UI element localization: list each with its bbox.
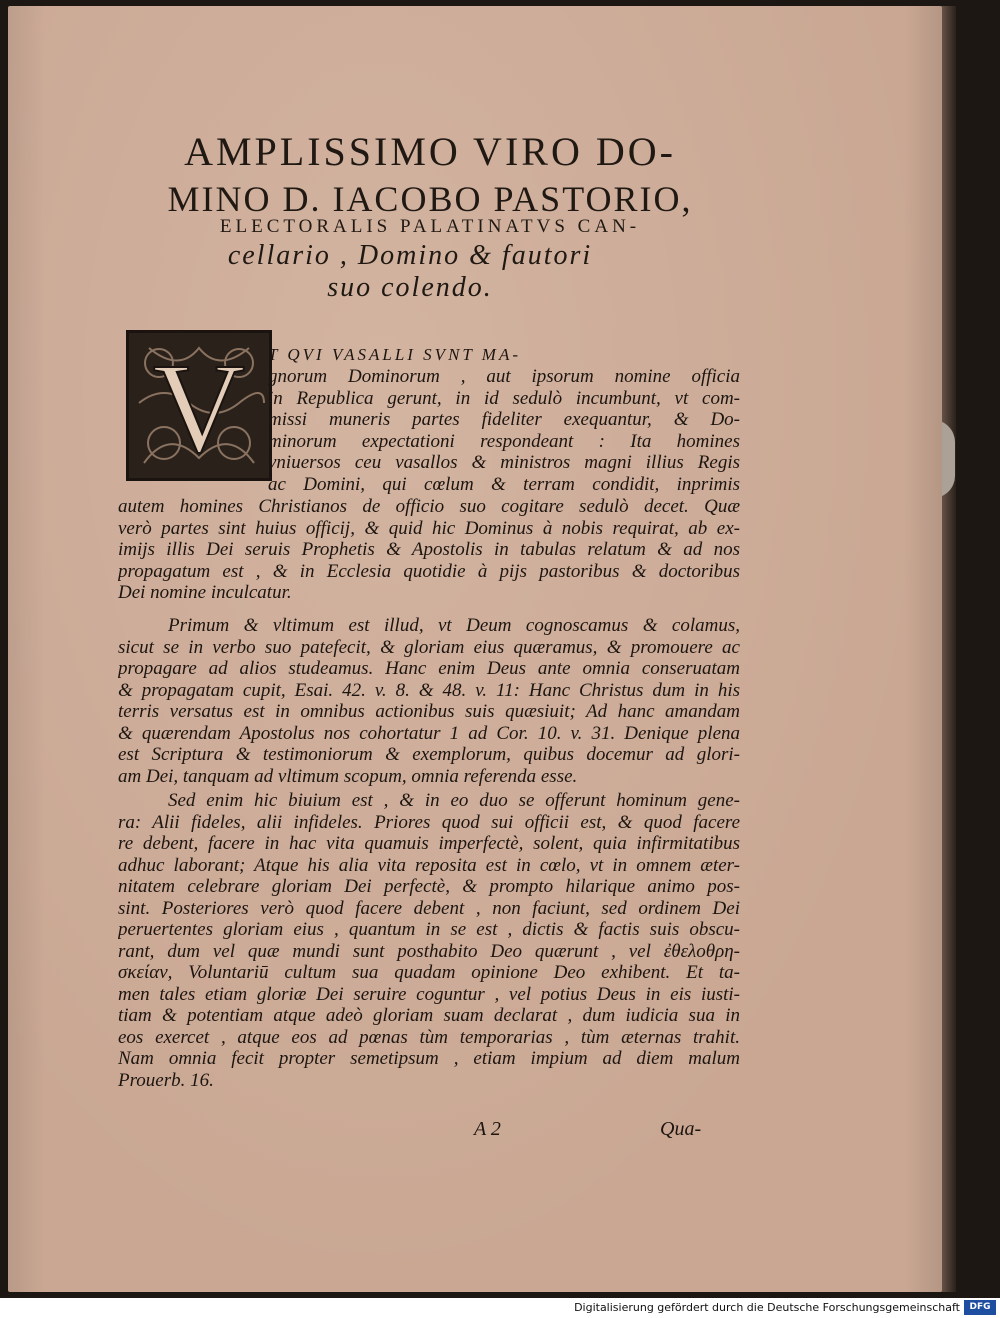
- text-line: imijs illis Dei seruis Prophetis & Apostolis in tabulas relatum & ad nos: [118, 539, 740, 560]
- text-line: ac Domini, qui cœlum & terram condidit, inprimis: [268, 473, 740, 495]
- text-line: tiam & potentiam atque adeò gloriam suam declarat , dum iudicia sua in: [118, 1005, 740, 1026]
- dfg-logo: DFG: [964, 1300, 996, 1315]
- first-line: T QVI VASALLI SVNT MA-: [268, 345, 522, 364]
- ornament-icon: [129, 333, 269, 478]
- title-line-3: ELECTORALIS PALATINATVS CAN-: [219, 216, 641, 237]
- catchword: Qua-: [660, 1118, 702, 1140]
- text-line: propagatum est , & in Ecclesia quotidie à pijs pastoribus & doctoribus: [118, 560, 740, 582]
- decorated-initial: [126, 330, 272, 481]
- text-line: est Scriptura & testimoniorum & exemplorum, quibus docemur ad glori-: [118, 744, 740, 765]
- text-line: Nam omnia fecit propter semetipsum , etiam impium ad diem malum: [118, 1048, 740, 1069]
- text-line: missi muneris partes fideliter exequantur, & Do-: [268, 409, 740, 430]
- text-line: Prouerb. 16.: [118, 1069, 214, 1091]
- text-line: nitatem celebrare gloriam Dei perfectè, & prompto hilarique animo pos-: [118, 876, 740, 897]
- text-line: gnorum Dominorum , aut ipsorum nomine officia: [268, 366, 740, 387]
- text-line: terris versatus est in omnibus actionibus suis quæsiuit; Ad hanc amandam: [118, 701, 740, 722]
- text-line: σκείαν, Voluntariū cultum sua quadam opinione Deo exhibent. Et ta-: [118, 962, 740, 983]
- signature-mark: A 2: [474, 1118, 501, 1140]
- text-line: propagare ad alios studeamus. Hanc enim Deus ante omnia conseruatam: [118, 658, 740, 679]
- paragraph-1-continued: [118, 496, 740, 604]
- text-line: adhuc laborant; Atque his alia vita reposita est in cœlo, vt in omnem æter-: [118, 854, 740, 876]
- paragraph-2: [118, 615, 740, 787]
- text-line: am Dei, tanquam ad vltimum scopum, omnia referenda esse.: [118, 765, 578, 787]
- footer-bar: [0, 1298, 1000, 1318]
- text-line: sicut se in verbo suo patefecit, & gloriam eius quæramus, & promouere ac: [118, 636, 740, 658]
- text-line: sint. Posteriores verò quod facere debent , non faciunt, sed ordinem Dei: [118, 897, 740, 919]
- text-line: autem homines Christianos de officio suo cogitare sedulò decet. Quæ: [118, 496, 740, 517]
- title-line-1: AMPLISSIMO VIRO DO-: [184, 129, 676, 174]
- text-line: minorum expectationi respondeant : Ita homines: [268, 430, 740, 452]
- funding-credit: Digitalisierung gefördert durch die Deutsche Forschungsgemeinschaft: [574, 1301, 960, 1314]
- text-line: rant, dum vel quæ mundi sunt posthabito Deo quærunt , vel ἐθελοθρη-: [118, 940, 740, 962]
- text-line: Dei nomine inculcatur.: [118, 582, 292, 603]
- text-line: re debent, facere in hac vita quamuis imperfectè, solent, quia infirmitatibus: [118, 833, 740, 854]
- paragraph-3: [118, 790, 740, 1091]
- text-line: Sed enim hic biuium est , & in eo duo se offerunt hominum gene-: [168, 790, 740, 811]
- text-line: men tales etiam gloriæ Dei seruire coguntur , vel potius Deus in eis iusti-: [118, 983, 740, 1005]
- initial-paragraph: [268, 366, 740, 495]
- title-line-2: MINO D. IACOBO PASTORIO,: [167, 179, 693, 219]
- text-line: & propagatam cupit, Esai. 42. v. 8. & 48. v. 11: Hanc Christus dum in his: [118, 679, 740, 701]
- text-line: vniuersos ceu vasallos & ministros magni illius Regis: [268, 452, 740, 473]
- drop-initial-letter: V: [152, 337, 246, 478]
- text-line: eos exercet , atque eos ad pœnas tùm temporarias , tùm æternas trahit.: [118, 1026, 740, 1048]
- text-line: ra: Alii fideles, alii infideles. Priores quod sui officii est, & quod facere: [118, 811, 740, 833]
- title-line-5: suo colendo.: [327, 272, 493, 303]
- text-line: & quærendam Apostolus nos cohortatur 1 ad Cor. 10. v. 31. Denique plena: [118, 722, 740, 744]
- title-line-4: cellario , Domino & fautori: [227, 240, 593, 271]
- text-line: Primum & vltimum est illud, vt Deum cognoscamus & colamus,: [168, 615, 740, 636]
- text-line: peruertentes gloriam eius , quantum in se est , dictis & factis suis obscu-: [118, 919, 740, 940]
- text-line: verò partes sint huius officij, & quid hic Dominus à nobis requirat, ab ex-: [118, 517, 740, 539]
- text-line: in Republica gerunt, in id sedulò incumbunt, vt com-: [268, 387, 740, 409]
